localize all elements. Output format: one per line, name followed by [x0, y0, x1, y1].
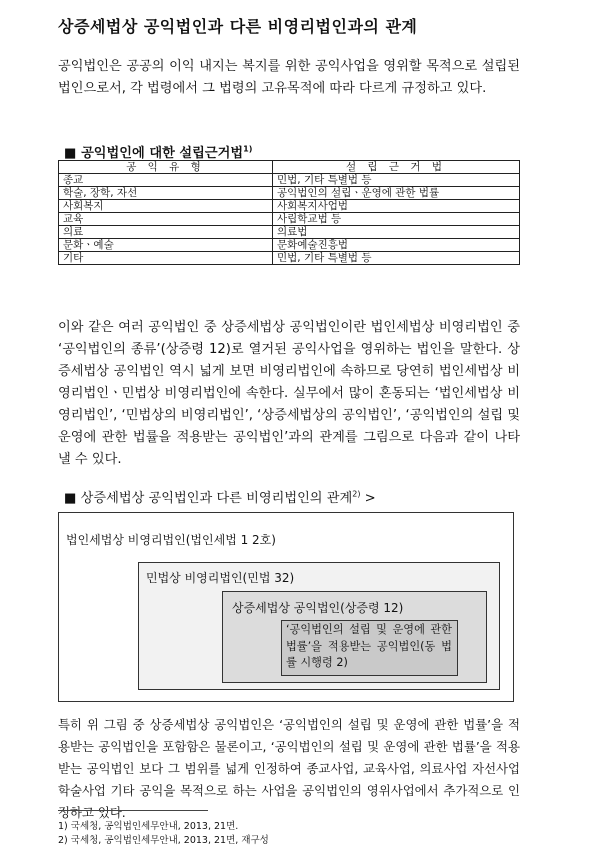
column-header-law: 설 립 근 거 법 [273, 161, 520, 174]
law-cell: 민법, 기타 특별법 등 [273, 174, 520, 187]
body-paragraph: 이와 같은 여러 공익법인 중 상증세법상 공익법인이란 법인세법상 비영리법인 중 ‘공익법인의 종류’(상증령 12)로 열거된 공익사업을 영위하는 법인을 말한다. 상증세법상 공익법인 역시 넓게 보면 비영리법인에 속하므로 당연히 법인세법상 비영리법인ㆍ민법상 비영리법인에 속한다. 실무에서 많이 혼동되는 ‘법인세법상 비영리법인’, ‘민법상의 비영리법인’, ‘상증세법상의 공익법인’, ‘공익법인의 설립 및 운영에 관한 법률을 적용받는 공익법인’과의 관계를 그림으로 다음과 같이 나타낼 수 있다. [58, 320, 520, 467]
law-cell: 공익법인의 설립ㆍ운영에 관한 법률 [273, 187, 520, 200]
footnote: 2) 국세청, 공익법인세무안내, 2013, 21면, 재구성 [58, 835, 269, 846]
section-label: 상증세법상 공익법인과 다른 비영리법인의 관계 [80, 491, 353, 506]
footnote-divider [58, 810, 208, 811]
law-cell: 민법, 기타 특별법 등 [273, 252, 520, 265]
square-bullet-icon: ■ [64, 146, 77, 161]
type-cell: 문화ㆍ예술 [59, 239, 273, 252]
type-cell: 사회복지 [59, 200, 273, 213]
law-cell: 의료법 [273, 226, 520, 239]
diagram-label-inheritance-tax: 상증세법상 공익법인(상증령 12) [232, 601, 404, 615]
diagram-label-corporate-tax: 법인세법상 비영리법인(법인세법 1 2호) [66, 533, 276, 547]
footnote: 1) 국세청, 공익법인세무안내, 2013, 21면. [58, 821, 239, 832]
type-cell: 종교 [59, 174, 273, 187]
table-row [59, 174, 520, 187]
law-cell: 문화예술진흥법 [273, 239, 520, 252]
law-cell: 사회복지사업법 [273, 200, 520, 213]
basis-law-table [58, 160, 520, 265]
type-cell: 학술, 장학, 자선 [59, 187, 273, 200]
page-title: 상증세법상 공익법인과 다른 비영리법인과의 관계 [58, 17, 418, 36]
table-row [59, 252, 520, 265]
table-row [59, 226, 520, 239]
closing-paragraph: 특히 위 그림 중 상증세법상 공익법인은 ‘공익법인의 설립 및 운영에 관한 법률’을 적용받는 공익법인을 포함함은 물론이고, ‘공익법인의 설립 및 운영에 관한 법률’을 적용받는 공익법인 보다 그 범위를 넓게 인정하여 종교사업, 교육사업, 의료사업 자선사업 학술사업 기타 공익을 목적으로 하는 사업을 공익법인의 영위사업에서 추가적으로 인정하고 있다. [58, 717, 520, 820]
footnote-ref: 2) [352, 489, 361, 499]
table-row [59, 239, 520, 252]
table-row [59, 200, 520, 213]
section-label: 공익법인에 대한 설립근거법 [81, 146, 244, 161]
table-row [59, 187, 520, 200]
column-header-type: 공 익 유 형 [59, 161, 273, 174]
intro-paragraph: 공익법인은 공공의 이익 내지는 복지를 위한 공익사업을 영위할 목적으로 설립된 법인으로서, 각 법령에서 그 법령의 고유목적에 따라 다르게 규정하고 있다. [58, 59, 520, 96]
diagram-label-public-interest-act: ‘공익법인의 설립 및 운영에 관한 법률’을 적용받는 공익법인(동 법률 시행령 2) [286, 623, 452, 669]
diagram-label-civil-law: 민법상 비영리법인(민법 32) [146, 571, 295, 585]
table-header-row [59, 161, 520, 174]
footnote-ref: 1) [243, 144, 253, 154]
table-row [59, 213, 520, 226]
type-cell: 교육 [59, 213, 273, 226]
section-heading-diagram [64, 487, 376, 506]
type-cell: 기타 [59, 252, 273, 265]
section-heading-basis [64, 142, 252, 161]
square-bullet-icon: ■ [64, 491, 77, 506]
section-suffix: > [360, 491, 376, 506]
law-cell: 사립학교법 등 [273, 213, 520, 226]
type-cell: 의료 [59, 226, 273, 239]
